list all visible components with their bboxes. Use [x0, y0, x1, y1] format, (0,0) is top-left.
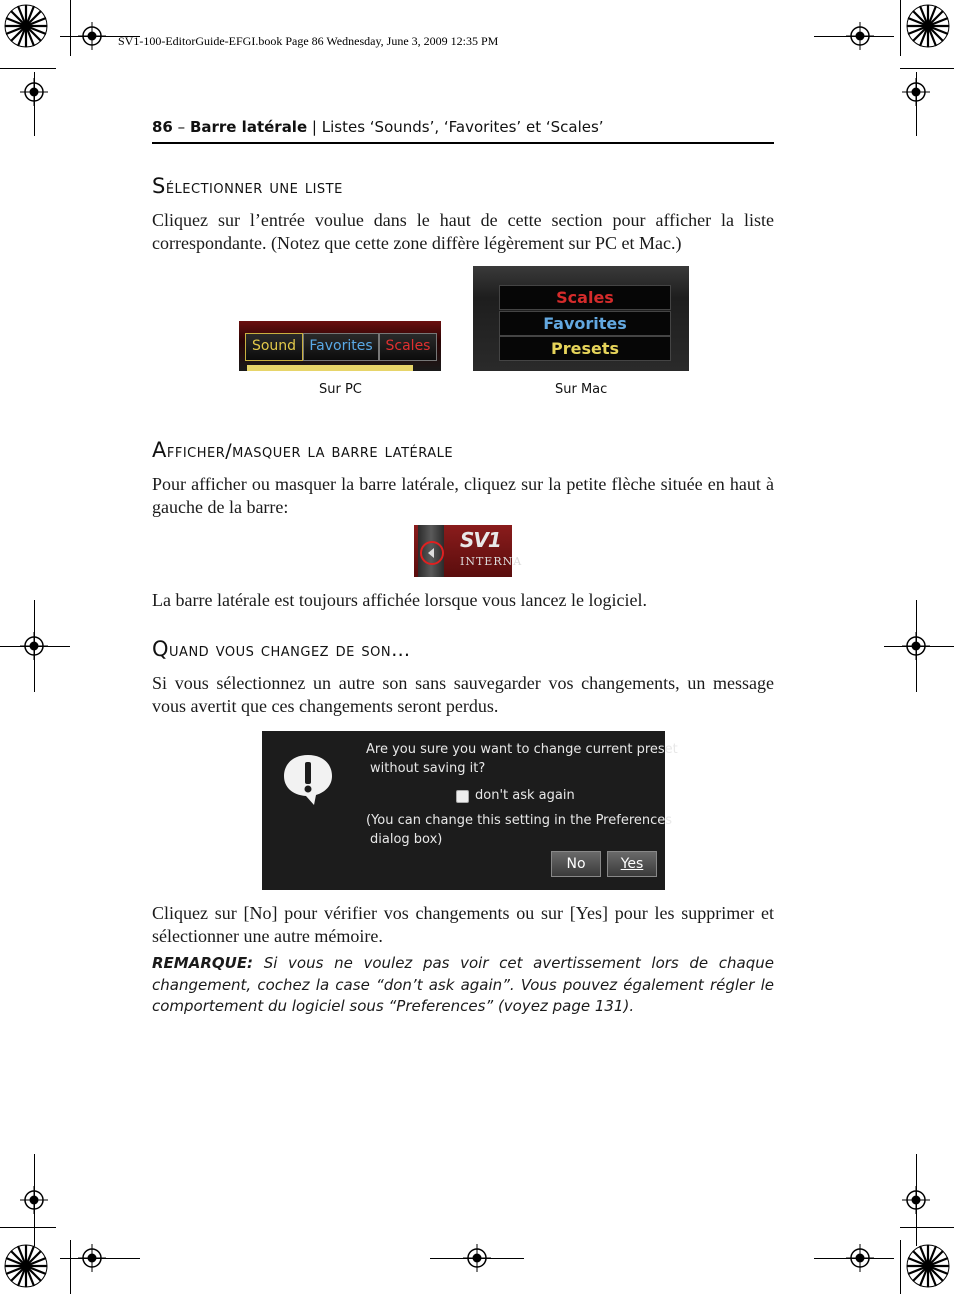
crosshair-icon [463, 1244, 491, 1272]
mac-list-screenshot [473, 266, 689, 371]
section-toggle-sidebar-after: La barre latérale est toujours affichée lorsque vous lancez le logiciel. [152, 590, 647, 610]
note-paragraph [152, 953, 774, 1018]
section-toggle-sidebar-body: Pour afficher ou masquer la barre latérale, cliquez sur la petite flèche située en haut à gauche de la barre: [152, 474, 774, 517]
sidebar-toggle-screenshot [414, 525, 523, 577]
crosshair-icon [78, 1244, 106, 1272]
header-section: Barre latérale [189, 118, 308, 136]
section-heading-toggle-sidebar: Afficher/masquer la barre latérale [152, 438, 454, 462]
crosshair-icon [20, 78, 48, 106]
mac-item-favorites[interactable]: Favorites [499, 311, 671, 336]
starburst-icon [4, 4, 48, 48]
note-text: Si vous ne voulez pas voir cet avertissement lors de chaque changement, cochez la case “don’t ask again”. Vous pouvez également régler le comportement du logiciel sous “Preferences” (voyez page 131). [152, 954, 774, 1015]
list-strip [247, 365, 413, 371]
section-change-sound-after: Cliquez sur [No] pour vérifier vos changements ou sur [Yes] pour les supprimer et sélectionner une autre mémoire. [152, 903, 774, 946]
caption-mac: Sur Mac [555, 382, 608, 397]
no-button[interactable]: No [551, 851, 601, 877]
dont-ask-checkbox[interactable] [456, 790, 469, 803]
section-select-list-body: Cliquez sur l’entrée voulue dans le haut de cette section pour afficher la liste correspondante. (Notez que cette zone diffère légèrement sur PC et Mac.) [152, 210, 774, 253]
file-info-line: SV1-100-EditorGuide-EFGI.book Page 86 Wednesday, June 3, 2009 12:35 PM [118, 34, 499, 48]
caption-pc: Sur PC [319, 382, 362, 397]
mac-item-scales[interactable]: Scales [499, 285, 671, 310]
mac-item-presets[interactable]: Presets [499, 336, 671, 361]
pc-tabs-screenshot [239, 321, 441, 371]
header-separator: | [311, 118, 317, 136]
crosshair-icon [902, 78, 930, 106]
sv1-logo: SV1 [460, 528, 501, 552]
starburst-icon [4, 1244, 48, 1288]
dont-ask-label: don't ask again [475, 788, 575, 803]
crosshair-icon [846, 22, 874, 50]
starburst-icon [906, 4, 950, 48]
dialog-hint-line2: dialog box) [370, 832, 443, 847]
logo-subtext: INTERNA [460, 555, 523, 568]
tab-sound[interactable]: Sound [245, 333, 303, 361]
section-change-sound-body: Si vous sélectionnez un autre son sans sauvegarder vos changements, un message vous avertit que ces changements seront perdus. [152, 673, 774, 716]
tab-scales[interactable]: Scales [379, 333, 437, 361]
crosshair-icon [902, 632, 930, 660]
warning-icon [280, 751, 336, 807]
collapse-arrow-icon[interactable] [418, 539, 446, 567]
starburst-icon [906, 1244, 950, 1288]
crosshair-icon [20, 632, 48, 660]
note-label: REMARQUE: [152, 954, 254, 972]
crosshair-icon [846, 1244, 874, 1272]
tab-favorites[interactable]: Favorites [303, 333, 379, 361]
header-dash: – [177, 118, 186, 136]
dialog-question-line1: Are you sure you want to change current preset [366, 742, 678, 757]
section-heading-change-sound: Quand vous changez de son… [152, 637, 411, 661]
dialog-question-line2: without saving it? [370, 761, 486, 776]
yes-button[interactable]: Yes [607, 851, 657, 877]
crosshair-icon [20, 1186, 48, 1214]
confirm-dialog [262, 731, 678, 890]
header-subtitle: Listes ‘Sounds’, ‘Favorites’ et ‘Scales’ [321, 118, 604, 136]
crosshair-icon [78, 22, 106, 50]
section-heading-select-list: Sélectionner une liste [152, 174, 343, 198]
page-number: 86 [152, 118, 173, 136]
page-header [152, 118, 774, 144]
crosshair-icon [902, 1186, 930, 1214]
dialog-hint-line1: (You can change this setting in the Preferences [366, 813, 673, 828]
